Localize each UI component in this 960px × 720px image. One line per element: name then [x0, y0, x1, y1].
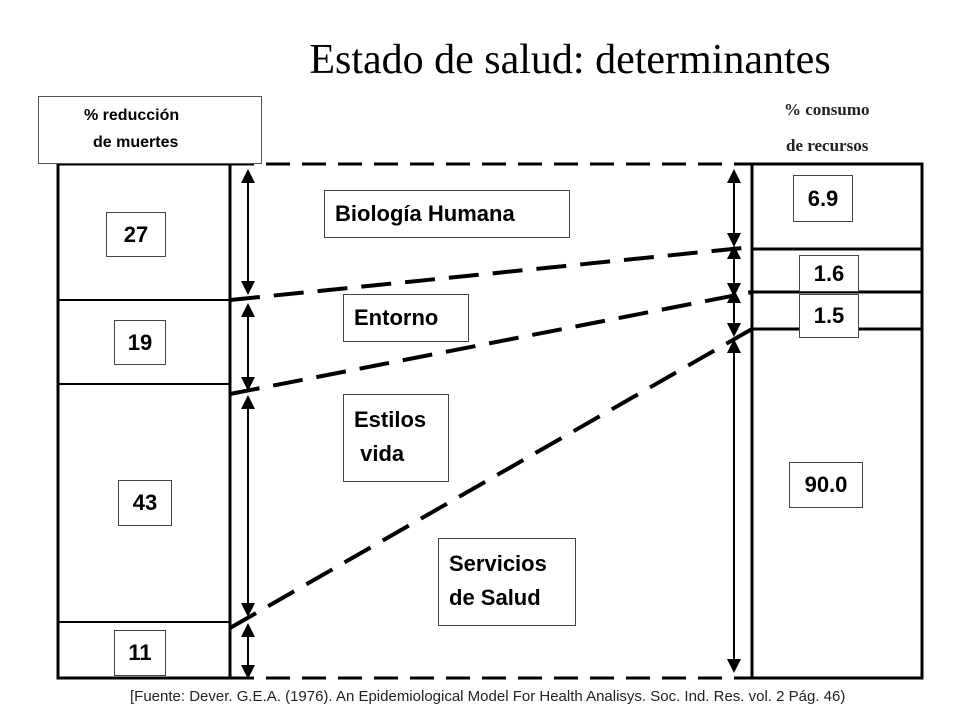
right-header-line2: de recursos	[786, 136, 869, 155]
right-column	[752, 164, 922, 678]
left-value-biologia: 27	[106, 212, 166, 257]
left-value-entorno: 19	[114, 320, 166, 365]
left-value-estilos: 43	[118, 480, 172, 526]
left-value-servicios: 11	[114, 630, 166, 676]
right-value-entorno: 1.6	[799, 255, 859, 292]
label-servicios-salud	[438, 538, 576, 626]
label-servicios-line1: Servicios	[449, 551, 547, 576]
left-header-line2: de muertes	[93, 134, 179, 151]
dashed-diagonal-2	[230, 292, 752, 394]
right-header-line1: % consumo	[784, 100, 870, 119]
label-estilos-line1: Estilos	[354, 407, 427, 432]
right-value-servicios: 90.0	[789, 462, 863, 508]
source-citation: [Fuente: Dever. G.E.A. (1976). An Epidemiological Model For Health Analisys. Soc. Ind. Res. vol. 2 Pág. 46)	[130, 688, 846, 705]
label-servicios-line2: de Salud	[449, 585, 541, 610]
label-estilos-line2: vida	[354, 441, 405, 466]
label-biologia-humana	[324, 190, 570, 238]
left-header-line1: % reducción	[84, 107, 180, 124]
dashed-diagonal-1	[230, 247, 752, 300]
label-biologia-line: Biología Humana	[335, 201, 515, 226]
label-estilos-vida	[343, 394, 449, 482]
left-header-box	[38, 96, 262, 164]
page-title: Estado de salud: determinantes	[309, 37, 831, 83]
label-entorno-line: Entorno	[354, 305, 439, 330]
right-value-estilos: 1.5	[799, 294, 859, 338]
label-entorno	[343, 294, 469, 342]
right-value-biologia: 6.9	[793, 175, 853, 222]
